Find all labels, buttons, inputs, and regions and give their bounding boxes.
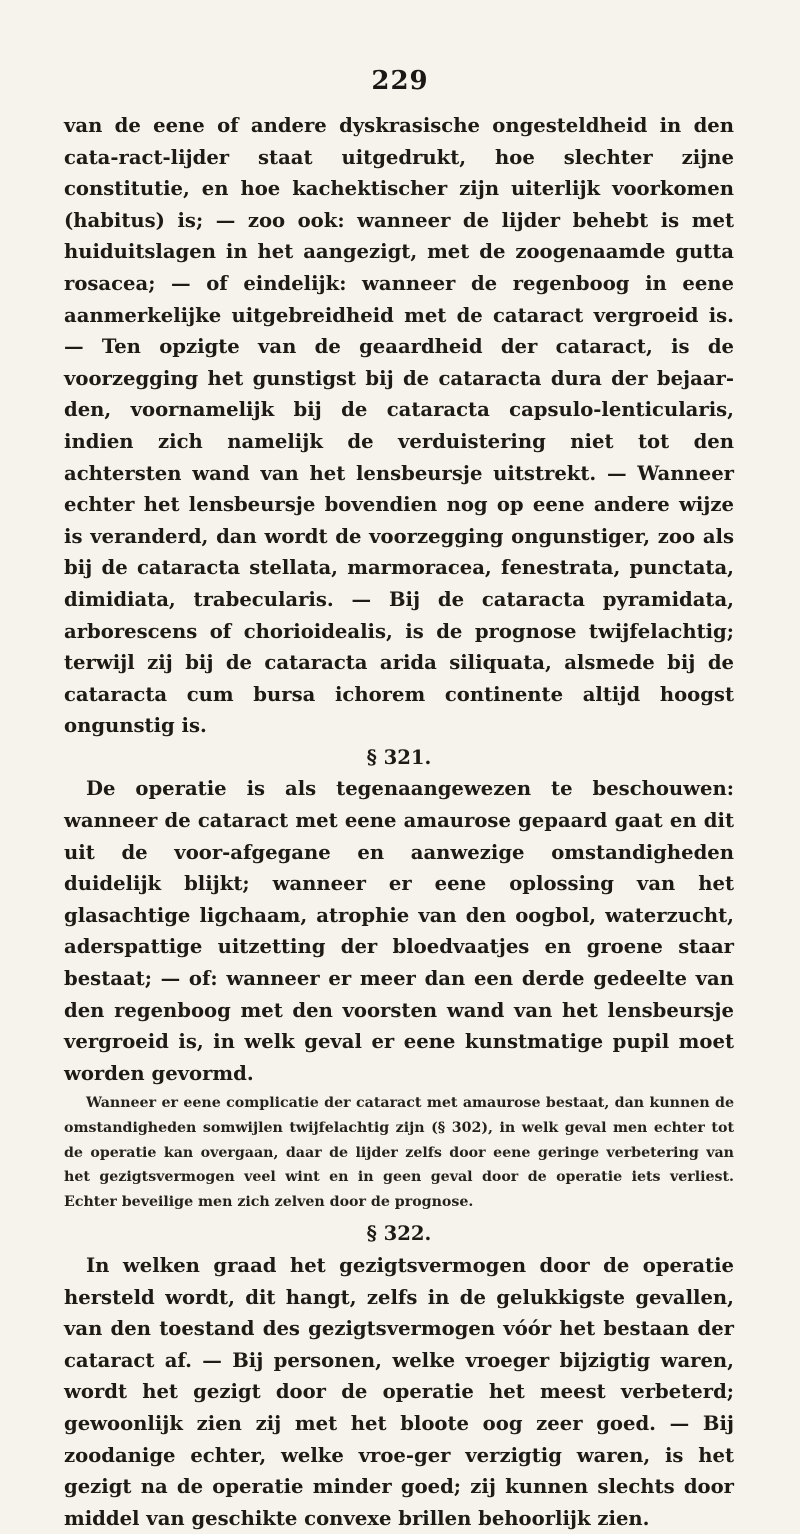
section-heading-321: § 321. xyxy=(366,745,432,769)
page-number: 229 xyxy=(371,66,429,96)
paragraph-vision-recovery: In welken graad het gezigtsvermogen door de operatie hersteld wordt, dit hangt, zelfs in de gelukkigste gevallen, van den toestand des gezigtsvermogen vóór het bestaan der cataract af. — Bij personen, welke vroeger bijzigtig waren, wordt het gezigt door de operatie het meest verbeterd; gewoonlijk zien zij met het bloote oog zeer goed. — Bij zoodanige echter, welke vroe-ger verzigtig waren, is het gezigt na de operatie minder goed; zij kunnen slechts door middel van geschikte convexe brillen behoorlijk zien. xyxy=(64,1253,734,1530)
page-body xyxy=(64,110,734,1534)
section-heading-322: § 322. xyxy=(366,1222,432,1246)
paragraph-contraindications: De operatie is als tegenaangewezen te beschouwen: wanneer de cataract met eene amaurose gepaard gaat en dit uit de voor-afgegane en aanwezige omstandigheden duidelijk blijkt; wanneer er eene oplossing van het glasachtige ligchaam, atrophie van den oogbol, waterzucht, aderspattige uitzetting der bloedvaatjes en groene staar bestaat; — of: wanneer er meer dan een derde gedeelte van den regenboog met den voorsten wand van het lensbeursje vergroeid is, in welk geval er eene kunstmatige pupil moet worden gevormd. xyxy=(64,777,734,1085)
footnote-amaurosis: Wanneer er eene complicatie der cataract met amaurose bestaat, dan kunnen de omstandigheden somwijlen twijfelachtig zijn (§ 302), in welk geval men echter tot de operatie kan overgaan, daar de lijder zelfs door eene geringe verbetering van het gezigtsvermogen veel wint en in geen geval door de operatie iets verliest. Echter beveilige men zich zelven door de prognose. xyxy=(64,1095,734,1210)
paragraph-prognosis: van de eene of andere dyskrasische ongesteldheid in den cata-ract-lijder staat uitgedrukt, hoe slechter zijne constitutie, en hoe kachektischer zijn uiterlijk voorkomen (habitus) is; — zoo ook: wanneer de lijder behebt is met huiduitslagen in het aangezigt, met de zoogenaamde gutta rosacea; — of eindelijk: wanneer de regenboog in eene aanmerkelijke uitgebreidheid met de cataract vergroeid is. — Ten opzigte van de geaardheid der cataract, is de voorzegging het gunstigst bij de cataracta dura der bejaar-den, voornamelijk bij de cataracta capsulo-lenticularis, indien zich namelijk de verduistering niet tot den achtersten wand van het lensbeursje uitstrekt. — Wanneer echter het lensbeursje bovendien nog op eene andere wijze is veranderd, dan wordt de voorzegging ongunstiger, zoo als bij de cataracta stellata, marmoracea, fenestrata, punctata, dimidiata, trabecularis. — Bij de cataracta pyramidata, arborescens of chorioidealis, is de prognose twijfelachtig; terwijl zij bij de cataracta arida siliquata, alsmede bij de cataracta cum bursa ichorem continente altijd hoogst ongunstig is. xyxy=(64,114,734,738)
